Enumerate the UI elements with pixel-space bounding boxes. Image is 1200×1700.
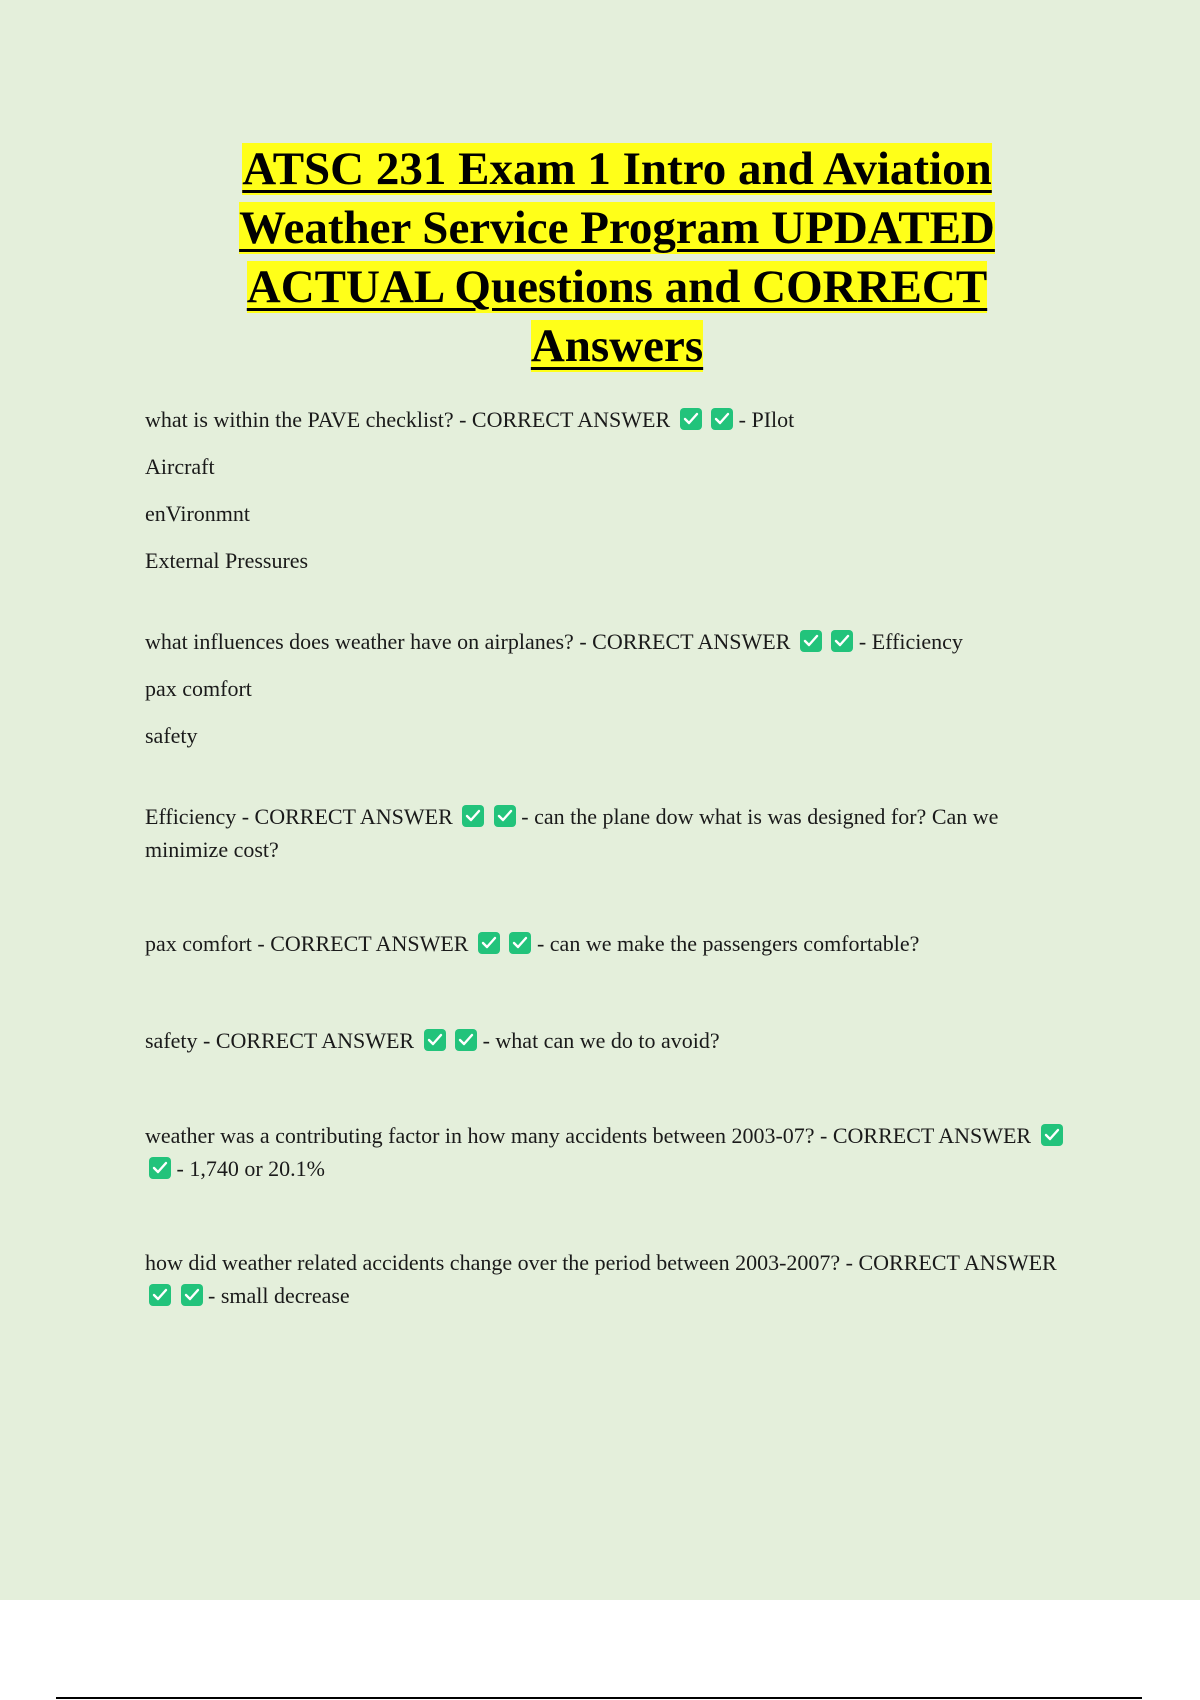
check-mark-icon — [711, 408, 733, 430]
check-mark-icon — [181, 1284, 203, 1306]
qa-item — [145, 927, 1085, 960]
question-text: Efficiency - CORRECT ANSWER — [145, 804, 453, 829]
check-mark-icon — [800, 630, 822, 652]
check-mark-icon — [680, 408, 702, 430]
answer-extra-line: Aircraft — [145, 454, 215, 479]
answer-text: - small decrease — [208, 1283, 350, 1308]
question-text: what influences does weather have on airplanes? - CORRECT ANSWER — [145, 629, 791, 654]
qa-item — [145, 800, 1085, 866]
check-mark-icon — [149, 1157, 171, 1179]
check-mark-icon — [455, 1029, 477, 1051]
check-mark-icon — [462, 805, 484, 827]
question-text: what is within the PAVE checklist? - CORRECT ANSWER — [145, 407, 671, 432]
check-mark-icon — [149, 1284, 171, 1306]
answer-text: - what can we do to avoid? — [482, 1028, 720, 1053]
check-mark-icon — [424, 1029, 446, 1051]
document-title — [180, 140, 1054, 376]
check-mark-icon — [831, 630, 853, 652]
answer-text: - PIlot — [738, 407, 795, 432]
check-mark-icon — [478, 932, 500, 954]
answer-text: - 1,740 or 20.1% — [176, 1156, 325, 1181]
title-line-4: Answers — [530, 320, 704, 372]
question-text: how did weather related accidents change over the period between 2003-2007? - CORRECT ANSWER — [145, 1250, 1057, 1275]
answer-text: - Efficiency — [858, 629, 963, 654]
title-line-2: Weather Service Program UPDATED — [239, 202, 995, 254]
title-line-3: ACTUAL Questions and CORRECT — [246, 261, 988, 313]
qa-list — [145, 403, 1085, 1312]
check-mark-icon — [1041, 1124, 1063, 1146]
answer-extra-line: safety — [145, 723, 198, 748]
qa-item — [145, 1246, 1085, 1312]
footer-divider — [56, 1697, 1142, 1699]
answer-extra-line: enVironmnt — [145, 501, 250, 526]
answer-extra-line: pax comfort — [145, 676, 252, 701]
question-text: pax comfort - CORRECT ANSWER — [145, 931, 469, 956]
answer-extra-line: External Pressures — [145, 548, 309, 573]
answer-text: - can the plane dow what is was designed for? Can we minimize cost? — [145, 804, 999, 862]
qa-item — [145, 625, 1085, 752]
qa-item — [145, 1024, 1085, 1057]
check-mark-icon — [494, 805, 516, 827]
answer-text: - can we make the passengers comfortable? — [536, 931, 920, 956]
question-text: safety - CORRECT ANSWER — [145, 1028, 415, 1053]
title-line-1: ATSC 231 Exam 1 Intro and Aviation — [242, 143, 992, 195]
qa-item — [145, 1119, 1085, 1185]
question-text: weather was a contributing factor in how many accidents between 2003-07? - CORRECT ANSWER — [145, 1123, 1032, 1148]
check-mark-icon — [509, 932, 531, 954]
qa-item — [145, 403, 1085, 577]
